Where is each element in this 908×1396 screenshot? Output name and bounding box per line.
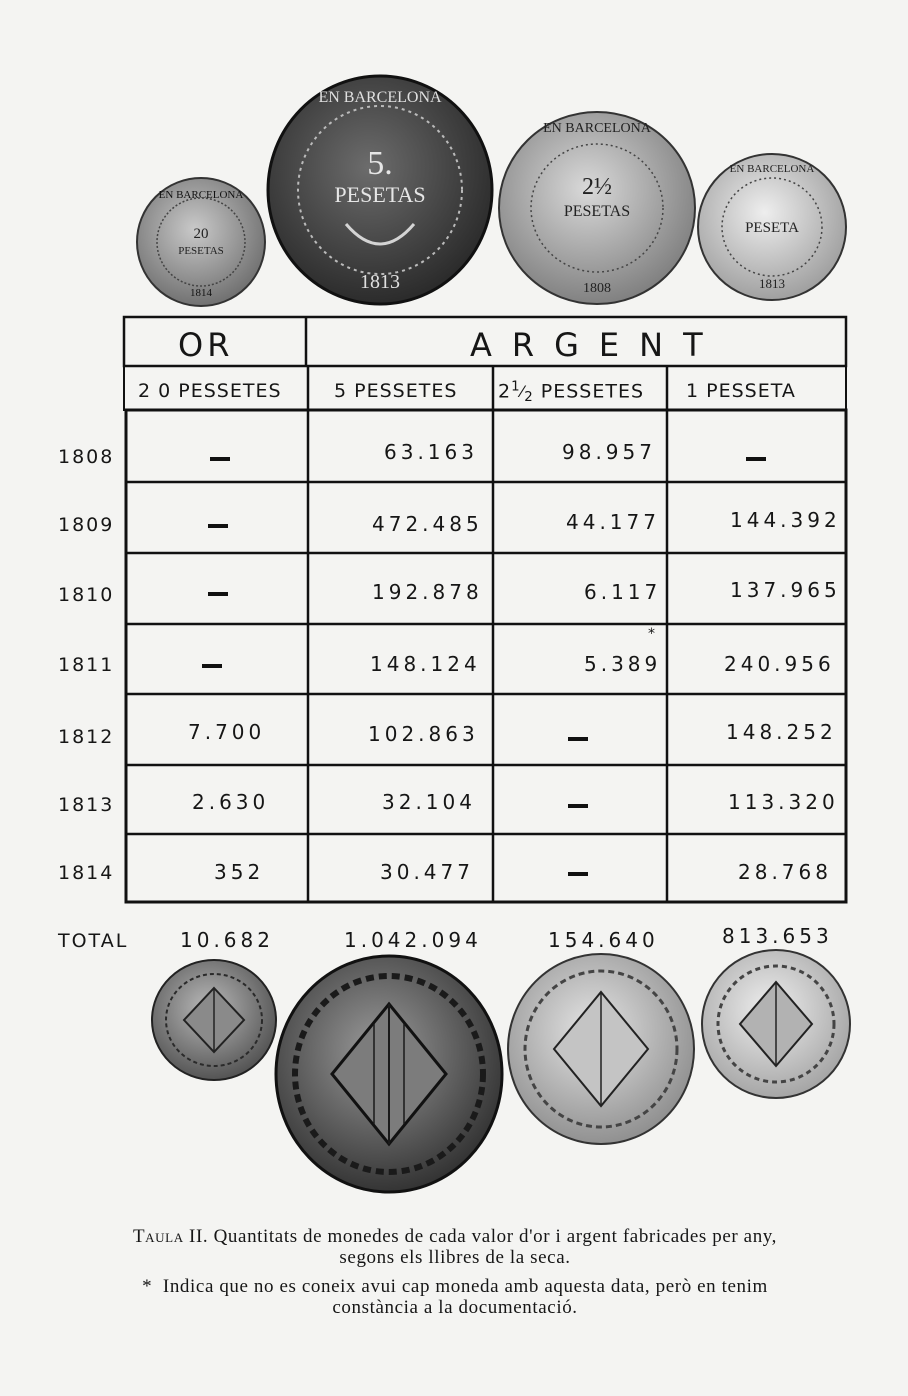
- year-label: 1811: [58, 654, 115, 676]
- cell-value: 30.477: [380, 860, 474, 884]
- cell-value: 102.863: [368, 722, 479, 746]
- note-asterisk: *: [648, 626, 655, 642]
- caption-line2: segons els llibres de la seca.: [339, 1247, 571, 1268]
- coin-20-pesetas-reverse: [150, 958, 278, 1082]
- coin-2half-unit: PESETAS: [563, 203, 631, 220]
- cell-value: 144.392: [730, 508, 841, 532]
- cell-value: 98.957: [562, 440, 656, 464]
- coin-1-peseta-reverse: [700, 948, 852, 1100]
- coin-5-pesetas-reverse: [274, 954, 504, 1194]
- year-label: 1812: [58, 726, 115, 748]
- cell-value: 5.389: [584, 652, 662, 676]
- cell-value: 32.104: [382, 790, 476, 814]
- coin-1-unit: PESETA: [745, 220, 799, 236]
- cell-value: 148.252: [726, 720, 837, 744]
- total-label: TOTAL: [58, 930, 129, 952]
- caption-note-marker: *: [142, 1276, 153, 1297]
- coin-2half-value: 2½: [582, 174, 612, 200]
- caption-label: Taula II.: [132, 1226, 209, 1247]
- year-label: 1808: [58, 446, 115, 468]
- coin-2half-legend: EN BARCELONA: [543, 121, 651, 136]
- cell-value: 7.700: [188, 720, 266, 744]
- coin-20-legend: EN BARCELONA: [158, 189, 244, 201]
- column-1-pesseta: 1 PESSETA: [686, 380, 796, 402]
- cell-value: 148.124: [370, 652, 481, 676]
- coin-5-unit: PESETAS: [334, 182, 426, 207]
- coin-20-year: 1814: [190, 287, 212, 299]
- cell-value: 28.768: [738, 860, 832, 884]
- dash-cell: [568, 872, 588, 876]
- total-1-pesseta: 813.653: [722, 924, 833, 948]
- caption-note2: constància a la documentació.: [332, 1297, 578, 1318]
- year-label: 1814: [58, 862, 115, 884]
- coin-20-value: 20: [193, 226, 209, 242]
- dash-cell: [568, 804, 588, 808]
- coin-5-year: 1813: [360, 271, 400, 293]
- column-20-pessetes: 2 0 PESSETES: [138, 380, 282, 402]
- coin-5-value: 5.: [367, 145, 393, 182]
- column-2half-pessetes: [498, 380, 644, 406]
- total-20-pessetes: 10.682: [180, 928, 274, 952]
- dash-cell: [202, 664, 222, 668]
- cell-value: 6.117: [584, 580, 662, 604]
- year-label: 1810: [58, 584, 115, 606]
- column-2half-fraction: $^1⁄_2$: [511, 380, 534, 406]
- dash-cell: [210, 457, 230, 461]
- cell-value: 63.163: [384, 440, 478, 464]
- year-label: 1813: [58, 794, 115, 816]
- cell-value: 352: [214, 860, 265, 884]
- dash-cell: [208, 592, 228, 596]
- coin-2half-pesetas-reverse: [506, 952, 696, 1146]
- column-2half-suffix: PESSETES: [540, 380, 645, 403]
- cell-value: 44.177: [566, 510, 660, 534]
- caption-line1: Quantitats de monedes de cada valor d'or i argent fabricades per any,: [213, 1226, 778, 1247]
- cell-value: 137.965: [730, 578, 841, 602]
- total-2half-pessetes: 154.640: [548, 928, 659, 952]
- coin-2half-year: 1808: [583, 281, 611, 296]
- year-label: 1809: [58, 514, 115, 536]
- cell-value: 113.320: [728, 790, 839, 814]
- header-silver: ARGENT: [470, 326, 723, 364]
- caption-note: [60, 1276, 850, 1318]
- cell-value: 192.878: [372, 580, 483, 604]
- dash-cell: [746, 457, 766, 461]
- dash-cell: [568, 737, 588, 741]
- column-2half-prefix: 2: [498, 380, 512, 403]
- dash-cell: [208, 524, 228, 528]
- caption-note1: Indica que no es coneix avui cap moneda amb aquesta data, però en tenim: [162, 1276, 768, 1297]
- cell-value: 2.630: [192, 790, 270, 814]
- coin-5-legend: EN BARCELONA: [318, 89, 442, 106]
- header-gold: OR: [178, 326, 234, 364]
- coin-1-legend: EN BARCELONA: [729, 163, 815, 175]
- caption: [60, 1226, 850, 1268]
- cell-value: 240.956: [724, 652, 835, 676]
- total-5-pessetes: 1.042.094: [344, 928, 482, 952]
- coin-20-unit: PESETAS: [178, 245, 224, 257]
- cell-value: 472.485: [372, 512, 483, 536]
- column-5-pessetes: 5 PESSETES: [334, 380, 458, 402]
- coin-1-year: 1813: [759, 276, 785, 291]
